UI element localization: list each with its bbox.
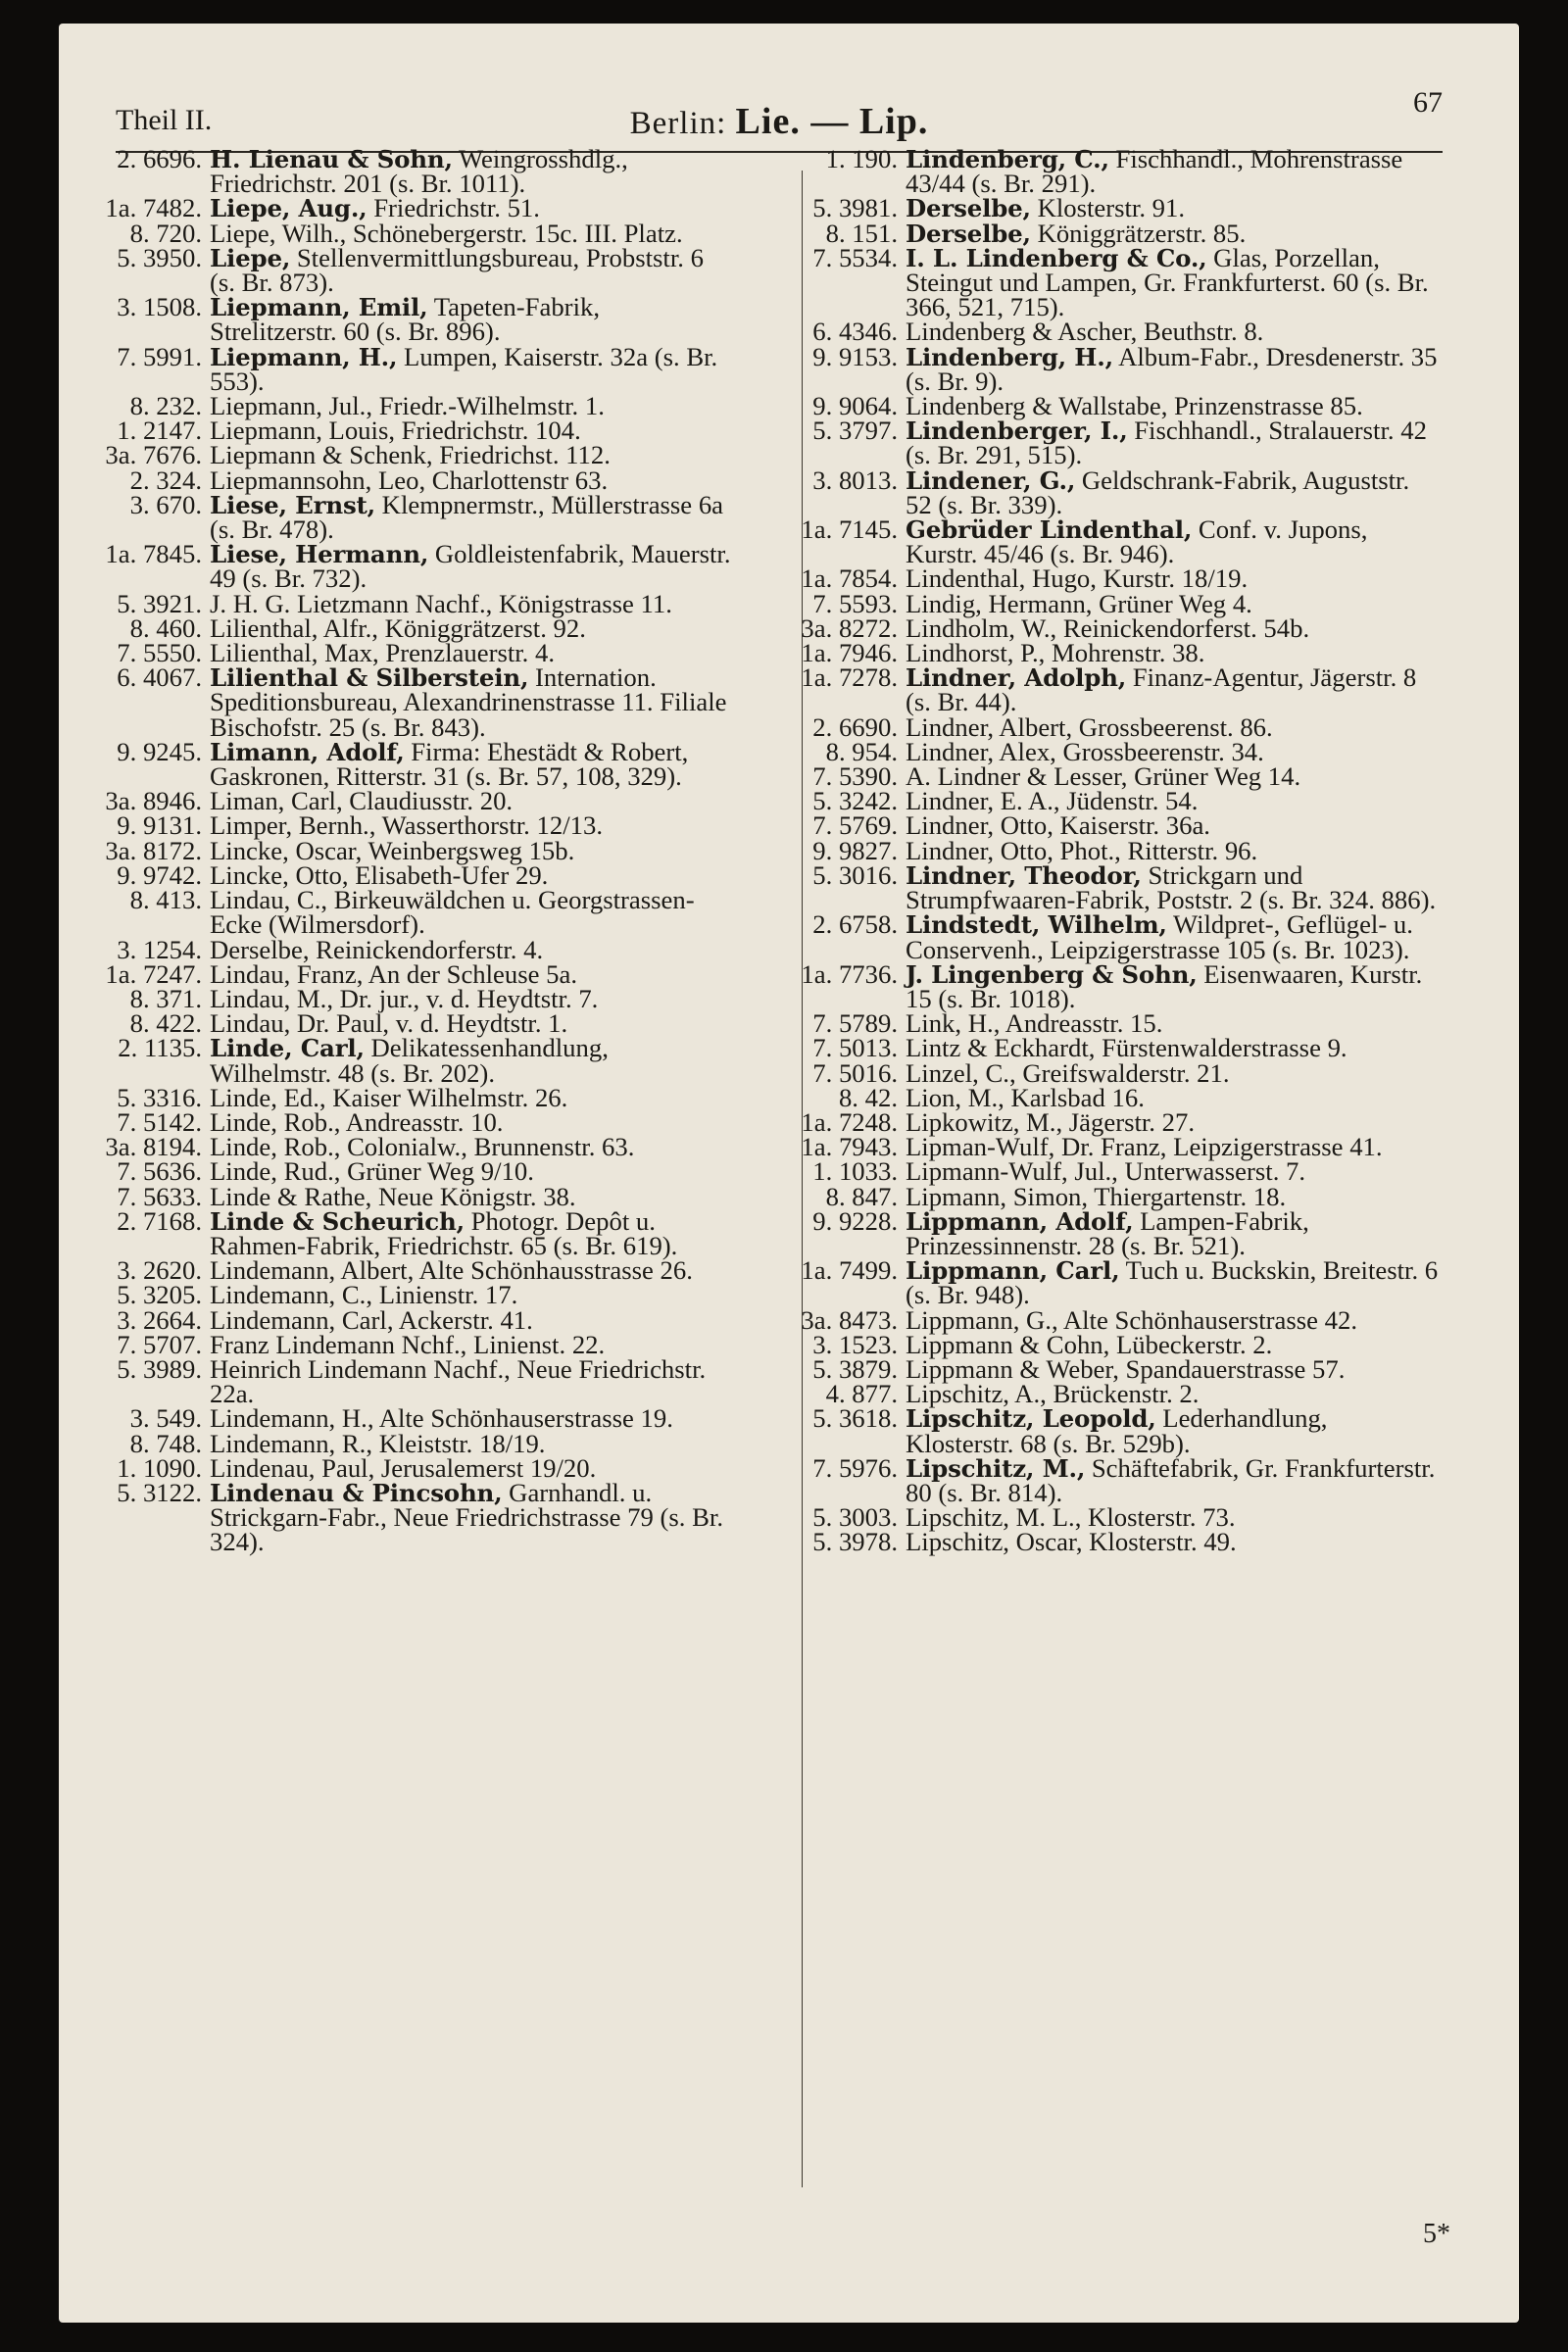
entry-details: Lindau, C., Birkeuwäldchen u. Georgstrassen-Ecke (Wilmersdorf). [210,885,695,940]
directory-entry [57,341,733,396]
entry-details: Lippmann, G., Alte Schönhauserstrasse 42. [906,1304,1358,1335]
entry-details: Lindenau, Paul, Jerusalemerst 19/20. [210,1452,597,1483]
entry-details: Liman, Carl, Claudiusstr. 20. [210,786,514,816]
phone-number: 1a. 7736. [801,958,898,989]
firm-name: Derselbe, [906,194,1031,223]
directory-entry [753,416,1439,470]
entry-details: Lindenberg & Ascher, Beuthstr. 8. [906,317,1264,347]
phone-number: 3. 1508. [117,292,202,322]
entry-details: Link, H., Andreasstr. 15. [906,1008,1163,1039]
phone-number: 7. 5550. [117,638,202,668]
entry-details: Lindemann, R., Kleiststr. 18/19. [210,1428,546,1458]
entry-text [906,958,1439,1013]
entry-text [210,144,733,199]
directory-entry [57,736,733,792]
phone-number: 1a. 7943. [801,1132,898,1162]
entry-details: Photogr. Depôt u. Rahmen-Fabrik, Friedrichstr. 65 (s. Br. 619). [210,1205,678,1260]
entry-text [210,489,733,545]
entry-details: Lederhandlung, Klosterstr. 68 (s. Br. 529b). [906,1403,1328,1458]
entry-details: Lindner, Albert, Grossbeerenst. 86. [906,711,1273,742]
phone-number: 7. 5636. [117,1156,202,1187]
phone-number: 8. 413. [129,885,202,915]
phone-number: 9. 9228. [812,1205,898,1236]
entry-details: Fischhandl., Stralauerstr. 42 (s. Br. 291, 515). [906,416,1427,470]
phone-number: 3a. 7676. [105,440,202,470]
phone-number: 7. 5789. [812,1008,898,1039]
firm-name: Linde, Carl, [210,1034,365,1063]
entry-details: Tapeten-Fabrik, Strelitzerstr. 60 (s. Br. 896). [210,292,600,347]
phone-number: 1a. 7845. [105,539,202,569]
phone-number: 1. 190. [825,144,898,173]
entry-text [210,1033,733,1088]
directory-entry [57,1205,733,1260]
entry-text [906,514,1439,569]
directory-entry [753,1403,1439,1458]
entry-text [906,416,1439,470]
phone-number: 5. 3978. [812,1527,898,1557]
phone-number: 6. 4346. [812,317,898,347]
directory-entry [753,662,1439,717]
entry-text [210,1205,733,1260]
entry-details: Goldleistenfabrik, Mauerstr. 49 (s. Br. 732). [210,539,731,594]
phone-number: 3. 1254. [117,934,202,964]
phone-number: 9. 9131. [117,810,202,841]
phone-number: 4. 877. [825,1379,898,1409]
phone-number: 5. 3016. [812,859,898,890]
firm-name: Lippmann, Carl, [906,1256,1120,1286]
entry-details: Lion, M., Karlsbad 16. [906,1082,1145,1112]
phone-number: 8. 720. [129,218,202,248]
directory-entry [753,1181,1439,1211]
entry-text [210,341,733,396]
directory-entry [57,885,733,940]
entry-details: Glas, Porzellan, Steingut und Lampen, Gr. Frankfurterst. 60 (s. Br. 366, 521, 715). [906,242,1429,322]
phone-number: 7. 5016. [812,1057,898,1088]
entry-details: J. H. G. Lietzmann Nachf., Königstrasse 11. [210,588,672,618]
firm-name: Lipschitz, Leopold, [906,1404,1156,1434]
firm-name: Lipschitz, M., [906,1453,1086,1483]
entry-text [906,1255,1439,1310]
firm-name: Lindstedt, Wilhelm, [906,910,1167,940]
directory-entry [57,1477,733,1557]
firm-name: Gebrüder Lindenthal, [906,515,1193,545]
phone-number: 9. 9742. [117,859,202,890]
phone-number: 3a. 8272. [801,612,898,643]
entry-details: Lipmann, Simon, Thiergartenstr. 18. [906,1181,1287,1211]
entry-details: Lindemann, Carl, Ackerstr. 41. [210,1304,533,1335]
directory-entry [753,859,1439,915]
entry-details: Limper, Bernh., Wasserthorstr. 12/13. [210,810,603,841]
phone-number: 5. 3989. [117,1353,202,1384]
entry-details: Lipschitz, M. L., Klosterstr. 73. [906,1502,1236,1533]
firm-name: Lindener, G., [906,466,1076,495]
entry-text [210,292,733,347]
entry-text [210,1452,733,1483]
entry-text [906,242,1439,322]
firm-name: Limann, Adolf, [210,737,405,766]
directory-entry [57,662,733,742]
phone-number: 1a. 7145. [801,514,898,545]
entry-details: Internation. Speditionsbureau, Alexandrinenstrasse 11. Filiale Bischofstr. 25 (s. Br. 843). [210,662,727,742]
entry-details: Linzel, C., Greifswalderstr. 21. [906,1057,1230,1088]
entry-details: Lippmann & Weber, Spandauerstrasse 57. [906,1353,1346,1384]
phone-number: 7. 5633. [117,1181,202,1211]
entry-text [906,144,1439,199]
entry-details: Garnhandl. u. Strickgarn-Fabr., Neue Friedrichstrasse 79 (s. Br. 324). [210,1477,724,1557]
phone-number: 5. 3950. [117,242,202,272]
phone-number: 5. 3003. [812,1502,898,1533]
firm-name: Lindenau & Pincsohn, [210,1478,503,1507]
entry-details: Schäftefabrik, Gr. Frankfurterstr. 80 (s. Br. 814). [906,1452,1436,1507]
directory-entry [753,958,1439,1013]
entry-details: Lipschitz, Oscar, Klosterstr. 49. [906,1527,1237,1557]
entry-details: Lilienthal, Alfr., Königgrätzerst. 92. [210,612,586,643]
firm-name: Liepmann, H., [210,342,398,371]
city-label: Berlin: [629,106,727,141]
entry-text [210,662,733,742]
firm-name: Liese, Ernst, [210,490,375,519]
firm-name: J. Lingenberg & Sohn, [906,959,1198,989]
phone-number: 3. 2664. [117,1304,202,1335]
entry-details: Franz Lindemann Nchf., Linienst. 22. [210,1329,606,1359]
firm-name: Lindenberg, H., [906,342,1113,371]
firm-name: Liepe, Aug., [210,194,368,223]
entry-details: Lindner, Otto, Phot., Ritterstr. 96. [906,835,1258,865]
firm-name: Linde & Scheurich, [210,1206,465,1236]
entry-details: Lipman-Wulf, Dr. Franz, Leipzigerstrasse 41. [906,1132,1383,1162]
entry-details: Weingrosshdlg., Friedrichstr. 201 (s. Br. 1011). [210,144,628,199]
running-title [116,100,1443,143]
directory-entry [753,341,1439,396]
entry-text [906,662,1439,717]
entry-text [906,1403,1439,1458]
entry-details: Finanz-Agentur, Jägerstr. 8 (s. Br. 44). [906,662,1417,717]
entry-details: Linde, Ed., Kaiser Wilhelmstr. 26. [210,1082,568,1112]
section-label: Theil II. [116,104,213,136]
entry-details: Lindemann, H., Alte Schönhauserstrasse 19. [210,1403,673,1434]
directory-entry [753,1255,1439,1310]
phone-number: 1a. 7248. [801,1106,898,1137]
phone-number: 7. 5390. [812,761,898,792]
alphabet-range: Lie. — Lip. [735,101,929,142]
entry-details: Derselbe, Reinickendorferstr. 4. [210,934,544,964]
entry-text [210,1353,733,1409]
phone-number: 5. 3205. [117,1280,202,1310]
directory-entry [57,292,733,347]
phone-number: 7. 5991. [117,341,202,371]
phone-number: 2. 7168. [117,1205,202,1236]
entry-details: Königgrätzerstr. 85. [1037,218,1247,248]
phone-number: 7. 5013. [812,1033,898,1063]
entry-details: Lincke, Oscar, Weinbergsweg 15b. [210,835,575,865]
entry-details: Linde, Rob., Colonialw., Brunnenstr. 63. [210,1132,635,1162]
right-column [753,144,1439,1557]
directory-entry [57,539,733,594]
phone-number: 7. 5534. [812,242,898,272]
entry-text [906,909,1439,964]
phone-number: 5. 3879. [812,1353,898,1384]
directory-entry [753,1452,1439,1507]
phone-number: 9. 9064. [812,391,898,421]
phone-number: 7. 5769. [812,810,898,841]
entry-details: Wildpret-, Geflügel- u. Conservenh., Leipzigerstrasse 105 (s. Br. 1023). [906,909,1413,964]
page-header [116,82,1443,153]
phone-number: 3. 549. [129,1403,202,1434]
entry-details: Heinrich Lindemann Nachf., Neue Friedrichstr. 22a. [210,1353,707,1409]
phone-number: 8. 422. [129,1008,202,1039]
entry-details: Liepmann, Jul., Friedr.-Wilhelmstr. 1. [210,391,605,421]
phone-number: 3. 2620. [117,1255,202,1286]
signature-mark: 5* [1423,2219,1450,2249]
phone-number: 9. 9153. [812,341,898,371]
entry-text [906,1452,1439,1507]
phone-number: 1a. 7854. [801,564,898,594]
entry-details: Lipmann-Wulf, Jul., Unterwasserst. 7. [906,1156,1306,1187]
entry-details: Liepe, Wilh., Schönebergerstr. 15c. III. Platz. [210,218,683,248]
entry-text [906,859,1439,915]
phone-number: 7. 5707. [117,1329,202,1359]
phone-number: 1a. 7482. [105,193,202,223]
phone-number: 8. 232. [129,391,202,421]
firm-name: Liese, Hermann, [210,540,429,569]
entry-details: Lindig, Hermann, Grüner Weg 4. [906,588,1252,618]
phone-number: 6. 4067. [117,662,202,693]
entry-details: Lindau, M., Dr. jur., v. d. Heydtstr. 7. [210,983,599,1013]
page-number: 67 [1413,86,1443,119]
entry-details: A. Lindner & Lesser, Grüner Weg 14. [906,761,1301,792]
phone-number: 9. 9245. [117,736,202,766]
entry-details: Lindner, E. A., Jüdenstr. 54. [906,786,1199,816]
entry-details: Fischhandl., Mohrenstrasse 43/44 (s. Br. 291). [906,144,1403,199]
directory-entry [57,144,733,199]
entry-text [210,242,733,298]
directory-entry [753,242,1439,322]
entry-details: Tuch u. Buckskin, Breitestr. 6 (s. Br. 948). [906,1255,1439,1310]
entry-details: Strickgarn und Strumpfwaaren-Fabrik, Poststr. 2 (s. Br. 324. 886). [906,859,1437,915]
phone-number: 7. 5593. [812,588,898,618]
phone-number: 3. 1523. [812,1329,898,1359]
firm-name: H. Lienau & Sohn, [210,145,453,173]
phone-number: 8. 748. [129,1428,202,1458]
phone-number: 5. 3618. [812,1403,898,1434]
directory-entry [57,1353,733,1409]
phone-number: 1a. 7946. [801,638,898,668]
phone-number: 9. 9827. [812,835,898,865]
phone-number: 3. 8013. [812,465,898,495]
entry-details: Lippmann & Cohn, Lübeckerstr. 2. [906,1329,1273,1359]
entry-details: Lindenberg & Wallstabe, Prinzenstrasse 85. [906,391,1363,421]
phone-number: 5. 3316. [117,1082,202,1112]
entry-text [210,1477,733,1557]
phone-number: 1a. 7499. [801,1255,898,1286]
entry-details: Lindner, Otto, Kaiserstr. 36a. [906,810,1210,841]
phone-number: 5. 3122. [117,1477,202,1507]
directory-entry [753,1205,1439,1260]
entry-details: Lindemann, Albert, Alte Schönhausstrasse 26. [210,1255,693,1286]
entry-details: Conf. v. Jupons, Kurstr. 45/46 (s. Br. 946). [906,514,1368,569]
phone-number: 1. 1033. [812,1156,898,1187]
directory-entry [57,242,733,298]
entry-text [210,736,733,792]
firm-name: Derselbe, [906,219,1031,248]
directory-entry [753,465,1439,519]
entry-details: Delikatessenhandlung, Wilhelmstr. 48 (s. Br. 202). [210,1033,609,1088]
firm-name: Lindner, Theodor, [906,860,1142,890]
entry-details: Lipschitz, A., Brückenstr. 2. [906,1379,1200,1409]
firm-name: Lindenberg, C., [906,145,1109,173]
entry-details: Lindner, Alex, Grossbeerenstr. 34. [906,736,1264,766]
entry-details: Lindholm, W., Reinickendorferst. 54b. [906,612,1310,643]
entry-details: Linde, Rob., Andreasstr. 10. [210,1106,504,1137]
entry-details: Lintz & Eckhardt, Fürstenwalderstrasse 9. [906,1033,1348,1063]
entry-details: Lipkowitz, M., Jägerstr. 27. [906,1106,1196,1137]
entry-details: Lindhorst, P., Mohrenstr. 38. [906,638,1205,668]
entry-details: Album-Fabr., Dresdenerstr. 35 (s. Br. 9). [906,341,1438,396]
phone-number: 5. 3242. [812,786,898,816]
phone-number: 5. 3921. [117,588,202,618]
firm-name: Lilienthal & Silberstein, [210,663,529,693]
entry-details: Lincke, Otto, Elisabeth-Ufer 29. [210,859,549,890]
phone-number: 1. 1090. [117,1452,202,1483]
phone-number: 8. 371. [129,983,202,1013]
entry-details: Lilienthal, Max, Prenzlauerstr. 4. [210,638,556,668]
firm-name: Liepmann, Emil, [210,293,428,322]
firm-name: Lippmann, Adolf, [906,1206,1134,1236]
phone-number: 8. 954. [825,736,898,766]
phone-number: 3a. 8946. [105,786,202,816]
phone-number: 8. 151. [825,218,898,248]
entry-text [906,1527,1439,1557]
entry-details: Friedrichstr. 51. [373,193,540,223]
entry-text [906,341,1439,396]
phone-number: 3a. 8194. [105,1132,202,1162]
entry-details: Firma: Ehestädt & Robert, Gaskronen, Ritterstr. 31 (s. Br. 57, 108, 329). [210,736,689,792]
entry-details: Lindau, Franz, An der Schleuse 5a. [210,958,578,989]
entry-details: Liepmann, Louis, Friedrichstr. 104. [210,416,581,446]
phone-number: 3a. 8172. [105,835,202,865]
entry-details: Liepmannsohn, Leo, Charlottenstr 63. [210,465,609,495]
entry-text [210,885,733,940]
directory-entry [57,1033,733,1088]
phone-number: 5. 3981. [812,193,898,223]
phone-number: 7. 5976. [812,1452,898,1483]
phone-number: 2. 324. [129,465,202,495]
phone-number: 3. 670. [129,489,202,519]
phone-number: 8. 847. [825,1181,898,1211]
entry-details: Klosterstr. 91. [1037,193,1186,223]
phone-number: 2. 1135. [118,1033,202,1063]
entry-details: Geldschrank-Fabrik, Auguststr. 52 (s. Br. 339). [906,465,1410,519]
directory-entry [753,1527,1439,1557]
phone-number: 7. 5142. [117,1106,202,1137]
directory-entry [57,489,733,545]
left-column [57,144,733,1557]
entry-details: Liepmann & Schenk, Friedrichst. 112. [210,440,611,470]
directory-entry [753,909,1439,964]
phone-number: 8. 42. [838,1082,898,1112]
entry-details: Lumpen, Kaiserstr. 32a (s. Br. 553). [210,341,718,396]
phone-number: 2. 6696. [117,144,202,173]
directory-entry [753,144,1439,199]
phone-number: 8. 460. [129,612,202,643]
phone-number: 1a. 7278. [801,662,898,693]
phone-number: 1. 2147. [117,416,202,446]
phone-number: 5. 3797. [812,416,898,446]
firm-name: Lindner, Adolph, [906,663,1127,693]
entry-details: Lindau, Dr. Paul, v. d. Heydtstr. 1. [210,1008,568,1039]
phone-number: 2. 6690. [812,711,898,742]
directory-entry [753,514,1439,569]
phone-number: 1a. 7247. [105,958,202,989]
entry-details: Linde & Rathe, Neue Königstr. 38. [210,1181,576,1211]
entry-text [210,539,733,594]
entry-details: Linde, Rud., Grüner Weg 9/10. [210,1156,534,1187]
entry-details: Stellenvermittlungsbureau, Probststr. 6 (s. Br. 873). [210,242,704,298]
entry-details: Klempnermstr., Müllerstrasse 6a (s. Br. 478). [210,489,724,545]
entry-details: Eisenwaaren, Kurstr. 15 (s. Br. 1018). [906,958,1423,1013]
firm-name: I. L. Lindenberg & Co., [906,243,1207,272]
entry-text [906,465,1439,519]
firm-name: Lindenberger, I., [906,416,1128,446]
phone-number: 3a. 8473. [801,1304,898,1335]
firm-name: Liepe, [210,243,291,272]
phone-number: 2. 6758. [812,909,898,940]
entry-details: Lindemann, C., Linienstr. 17. [210,1280,518,1310]
entry-text [906,1205,1439,1260]
entry-details: Lampen-Fabrik, Prinzessinnenstr. 28 (s. Br. 521). [906,1205,1309,1260]
entry-details: Lindenthal, Hugo, Kurstr. 18/19. [906,564,1249,594]
